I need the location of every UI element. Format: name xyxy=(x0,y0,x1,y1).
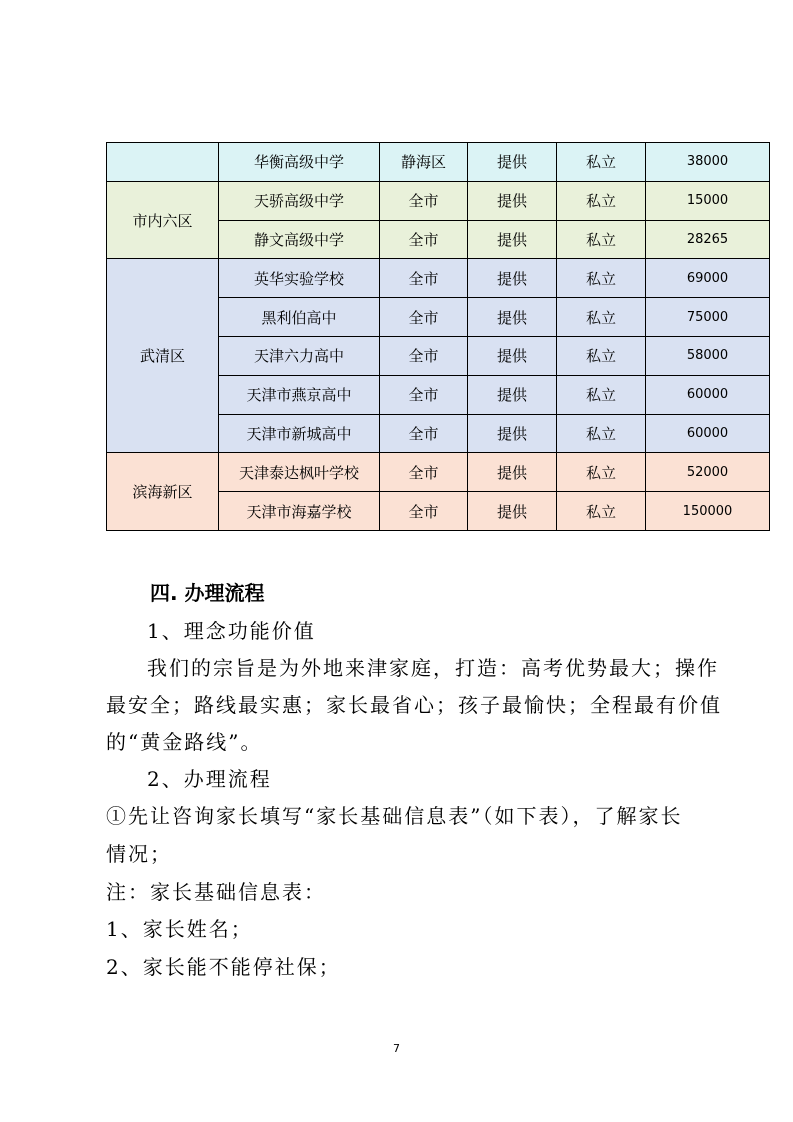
scope-cell: 静海区 xyxy=(380,143,468,182)
school-cell: 英华实验学校 xyxy=(219,259,380,298)
fee-cell: 150000 xyxy=(646,492,770,531)
type-cell: 私立 xyxy=(557,336,646,375)
table-row xyxy=(107,143,770,182)
school-cell: 天津六力高中 xyxy=(219,336,380,375)
type-cell: 私立 xyxy=(557,143,646,182)
provide-cell: 提供 xyxy=(468,336,557,375)
school-cell: 天津市新城高中 xyxy=(219,414,380,453)
scope-cell: 全市 xyxy=(380,259,468,298)
fee-cell: 15000 xyxy=(646,181,770,220)
scope-cell: 全市 xyxy=(380,414,468,453)
provide-cell: 提供 xyxy=(468,220,557,259)
school-table xyxy=(106,142,770,531)
provide-cell: 提供 xyxy=(468,414,557,453)
school-cell: 天津泰达枫叶学校 xyxy=(219,453,380,492)
subheading-process: 2、办理流程 xyxy=(147,767,272,791)
fee-cell: 60000 xyxy=(646,414,770,453)
type-cell: 私立 xyxy=(557,181,646,220)
paragraph-line: ①先让咨询家长填写“家长基础信息表”（如下表），了解家长 xyxy=(106,804,683,828)
list-item: 1、家长姓名； xyxy=(106,917,253,941)
paragraph-line: 我们的宗旨是为外地来津家庭，打造：高考优势最大；操作 xyxy=(147,656,719,680)
table-row xyxy=(107,181,770,220)
fee-cell: 38000 xyxy=(646,143,770,182)
school-cell: 静文高级中学 xyxy=(219,220,380,259)
scope-cell: 全市 xyxy=(380,220,468,259)
type-cell: 私立 xyxy=(557,220,646,259)
provide-cell: 提供 xyxy=(468,259,557,298)
scope-cell: 全市 xyxy=(380,453,468,492)
district-cell: 武清区 xyxy=(107,259,219,453)
fee-cell: 52000 xyxy=(646,453,770,492)
scope-cell: 全市 xyxy=(380,492,468,531)
provide-cell: 提供 xyxy=(468,492,557,531)
type-cell: 私立 xyxy=(557,298,646,337)
paragraph-line: 的“黄金路线”。 xyxy=(106,730,263,754)
page-number: 7 xyxy=(393,1042,400,1055)
list-item: 2、家长能不能停社保； xyxy=(106,955,341,979)
subheading-concept: 1、理念功能价值 xyxy=(147,619,316,643)
district-cell: 市内六区 xyxy=(107,181,219,259)
school-cell: 天津市燕京高中 xyxy=(219,375,380,414)
table-row xyxy=(107,453,770,492)
type-cell: 私立 xyxy=(557,453,646,492)
school-cell: 天骄高级中学 xyxy=(219,181,380,220)
school-cell: 天津市海嘉学校 xyxy=(219,492,380,531)
school-cell: 华衡高级中学 xyxy=(219,143,380,182)
paragraph-line: 最安全；路线最实惠；家长最省心；孩子最愉快；全程最有价值 xyxy=(106,693,722,717)
note-line: 注：家长基础信息表： xyxy=(106,880,326,904)
provide-cell: 提供 xyxy=(468,453,557,492)
scope-cell: 全市 xyxy=(380,181,468,220)
type-cell: 私立 xyxy=(557,259,646,298)
scope-cell: 全市 xyxy=(380,375,468,414)
provide-cell: 提供 xyxy=(468,298,557,337)
scope-cell: 全市 xyxy=(380,336,468,375)
type-cell: 私立 xyxy=(557,414,646,453)
scope-cell: 全市 xyxy=(380,298,468,337)
school-cell: 黑利伯高中 xyxy=(219,298,380,337)
provide-cell: 提供 xyxy=(468,181,557,220)
provide-cell: 提供 xyxy=(468,143,557,182)
fee-cell: 69000 xyxy=(646,259,770,298)
district-cell: 滨海新区 xyxy=(107,453,219,531)
section-heading: 四. 办理流程 xyxy=(150,581,265,605)
fee-cell: 75000 xyxy=(646,298,770,337)
paragraph-line: 情况； xyxy=(106,842,172,866)
provide-cell: 提供 xyxy=(468,375,557,414)
type-cell: 私立 xyxy=(557,375,646,414)
fee-cell: 28265 xyxy=(646,220,770,259)
type-cell: 私立 xyxy=(557,492,646,531)
table-row xyxy=(107,259,770,298)
fee-cell: 60000 xyxy=(646,375,770,414)
fee-cell: 58000 xyxy=(646,336,770,375)
district-cell xyxy=(107,143,219,182)
